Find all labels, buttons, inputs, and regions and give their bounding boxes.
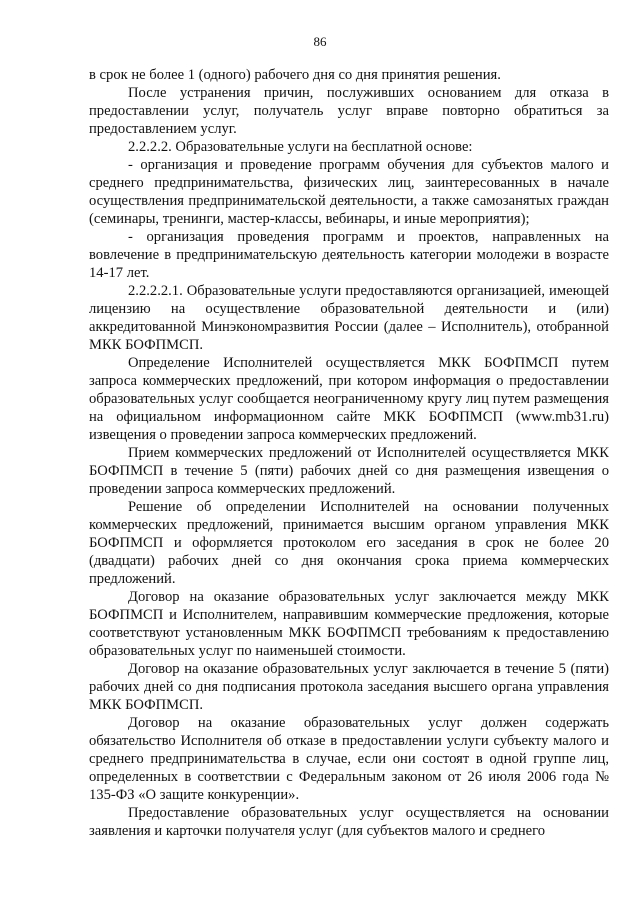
paragraph: - организация проведения программ и проектов, направленных на вовлечение в предпринимательскую деятельность категории молодежи в возрасте 14-17 лет.	[89, 229, 609, 281]
paragraph: Договор на оказание образовательных услуг заключается в течение 5 (пяти) рабочих дней со дня подписания протокола заседания высшего органа управления МКК БОФПМСП.	[89, 661, 609, 713]
paragraph: Договор на оказание образовательных услуг заключается между МКК БОФПМСП и Исполнителем, направившим коммерческие предложения, которые соответствуют установленным МКК БОФПМСП требованиям к предоставлению образовательных услуг по наименьшей стоимости.	[89, 589, 609, 659]
paragraph: После устранения причин, послуживших основанием для отказа в предоставлении услуг, получатель услуг вправе повторно обратиться за предоставлением услуг.	[89, 85, 609, 137]
page-number: 86	[313, 34, 327, 49]
paragraph: - организация и проведение программ обучения для субъектов малого и среднего предпринимательства, физических лиц, заинтересованных в начале осуществления предпринимательской деятельности, а также самозанятых граждан (семинары, тренинги, мастер-классы, вебинары, и иные мероприятия);	[89, 157, 609, 227]
paragraph: Прием коммерческих предложений от Исполнителей осуществляется МКК БОФПМСП в течение 5 (пяти) рабочих дней со дня размещения извещения о проведении запроса коммерческих предложений.	[89, 445, 609, 497]
document-body	[89, 66, 609, 840]
paragraph: Решение об определении Исполнителей на основании полученных коммерческих предложений, принимается высшим органом управления МКК БОФПМСП и оформляется протоколом его заседания в срок не более 20 (двадцати) рабочих дней со дня окончания срока приема коммерческих предложений.	[89, 499, 609, 587]
paragraph: Определение Исполнителей осуществляется МКК БОФПМСП путем запроса коммерческих предложений, при котором информация о предоставлении образовательных услуг сообщается неограниченному кругу лиц путем размещения на официальном информационном сайте МКК БОФПМСП (www.mb31.ru) извещения о проведении запроса коммерческих предложений.	[89, 355, 609, 443]
paragraph: 2.2.2.2.1. Образовательные услуги предоставляются организацией, имеющей лицензию на осуществление образовательной деятельности и (или) аккредитованной Минэкономразвития России (далее – Исполнитель), отобранной МКК БОФПМСП.	[89, 283, 609, 353]
paragraph: Договор на оказание образовательных услуг должен содержать обязательство Исполнителя об отказе в предоставлении услуги субъекту малого и среднего предпринимательства в случае, если они состоят в одной группе лиц, определенных в соответствии с Федеральным законом от 26 июля 2006 года № 135-ФЗ «О защите конкуренции».	[89, 715, 609, 803]
paragraph: в срок не более 1 (одного) рабочего дня со дня принятия решения.	[89, 67, 501, 83]
paragraph: Предоставление образовательных услуг осуществляется на основании заявления и карточки получателя услуг (для субъектов малого и среднего	[89, 805, 609, 839]
paragraph: 2.2.2.2. Образовательные услуги на бесплатной основе:	[128, 139, 473, 155]
